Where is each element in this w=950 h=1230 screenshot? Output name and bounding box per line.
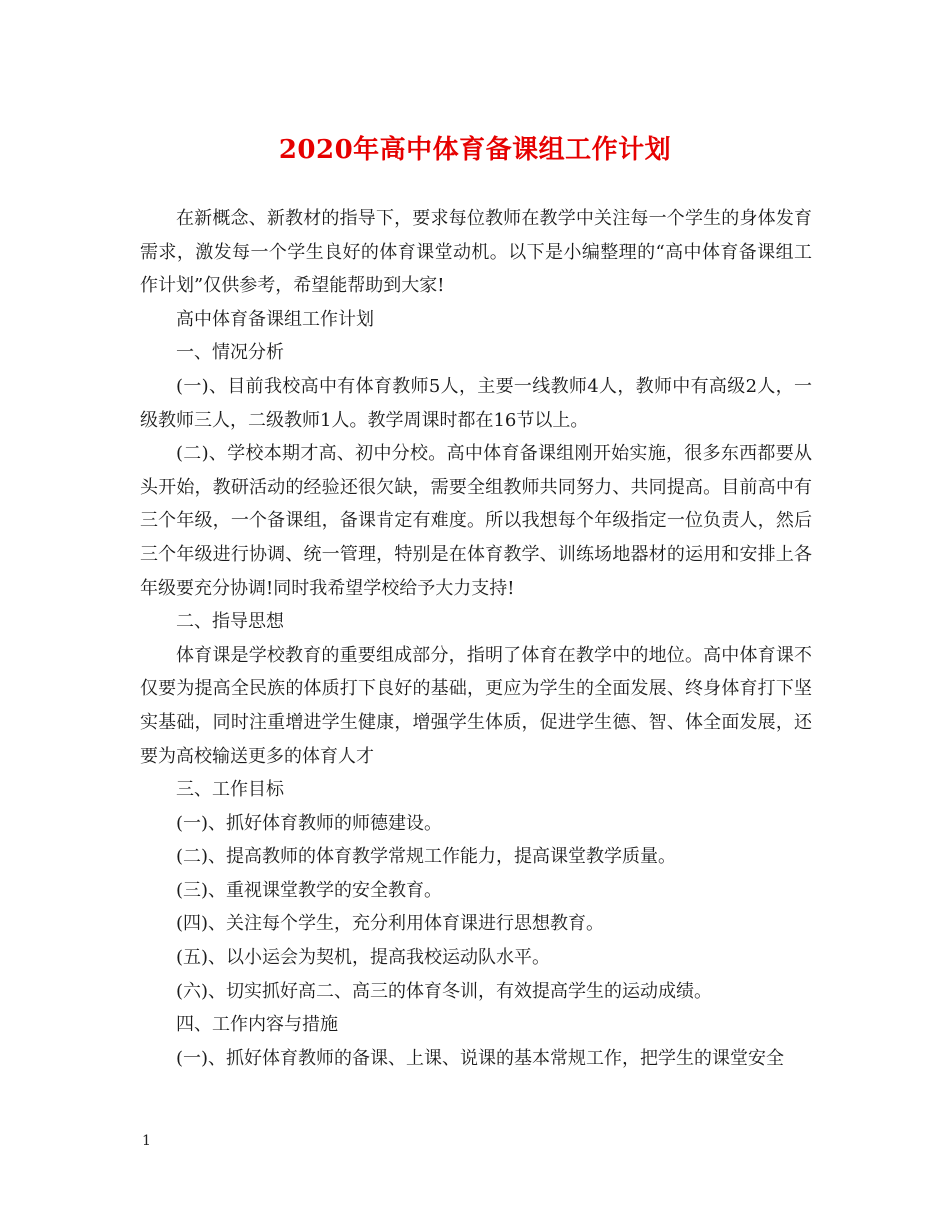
document-title: 2020年高中体育备课组工作计划 bbox=[278, 135, 672, 165]
paragraph: (一)、抓好体育教师的备课、上课、说课的基本常规工作，把学生的课堂安全 bbox=[176, 1047, 785, 1069]
list-item: (六)、切实抓好高二、高三的体育冬训，有效提高学生的运动成绩。 bbox=[176, 980, 713, 1002]
document-body bbox=[140, 202, 812, 1075]
section-heading: 一、情况分析 bbox=[176, 342, 284, 364]
list-item: (三)、重视课堂教学的安全教育。 bbox=[176, 879, 443, 901]
list-item: (一)、抓好体育教师的师德建设。 bbox=[176, 812, 443, 834]
paragraph: (二)、学校本期才高、初中分校。高中体育备课组刚开始实施，很多东西都要从头开始，教研活动的经验还很欠缺，需要全组教师共同努力、共同提高。目前高中有三个年级，一个备课组，备课肯定有难度。所以我想每个年级指定一位负责人，然后三个年级进行协调、统一管理，特别是在体育教学、训练场地器材的运用和安排上各年级要充分协调!同时我希望学校给予大力支持! bbox=[140, 443, 812, 599]
section-heading: 二、指导思想 bbox=[176, 611, 284, 633]
paragraph: (一)、目前我校高中有体育教师5人，主要一线教师4人，教师中有高级2人，一级教师三人，二级教师1人。教学周课时都在16节以上。 bbox=[140, 375, 812, 431]
section-heading: 四、工作内容与措施 bbox=[176, 1014, 338, 1036]
page-number: 1 bbox=[142, 1133, 151, 1149]
list-item: (二)、提高教师的体育教学常规工作能力，提高课堂教学质量。 bbox=[176, 846, 677, 868]
list-item: (五)、以小运会为契机，提高我校运动队水平。 bbox=[176, 947, 551, 969]
paragraph: 高中体育备课组工作计划 bbox=[176, 308, 374, 330]
paragraph: 在新概念、新教材的指导下，要求每位教师在教学中关注每一个学生的身体发育需求，激发每一个学生良好的体育课堂动机。以下是小编整理的“高中体育备课组工作计划”仅供参考，希望能帮助到大家! bbox=[140, 208, 812, 297]
list-item: (四)、关注每个学生，充分利用体育课进行思想教育。 bbox=[176, 913, 605, 935]
section-heading: 三、工作目标 bbox=[176, 779, 284, 801]
paragraph: 体育课是学校教育的重要组成部分，指明了体育在教学中的地位。高中体育课不仅要为提高全民族的体质打下良好的基础，更应为学生的全面发展、终身体育打下坚实基础，同时注重增进学生健康，增强学生体质，促进学生德、智、体全面发展，还要为高校输送更多的体育人才 bbox=[140, 644, 812, 767]
